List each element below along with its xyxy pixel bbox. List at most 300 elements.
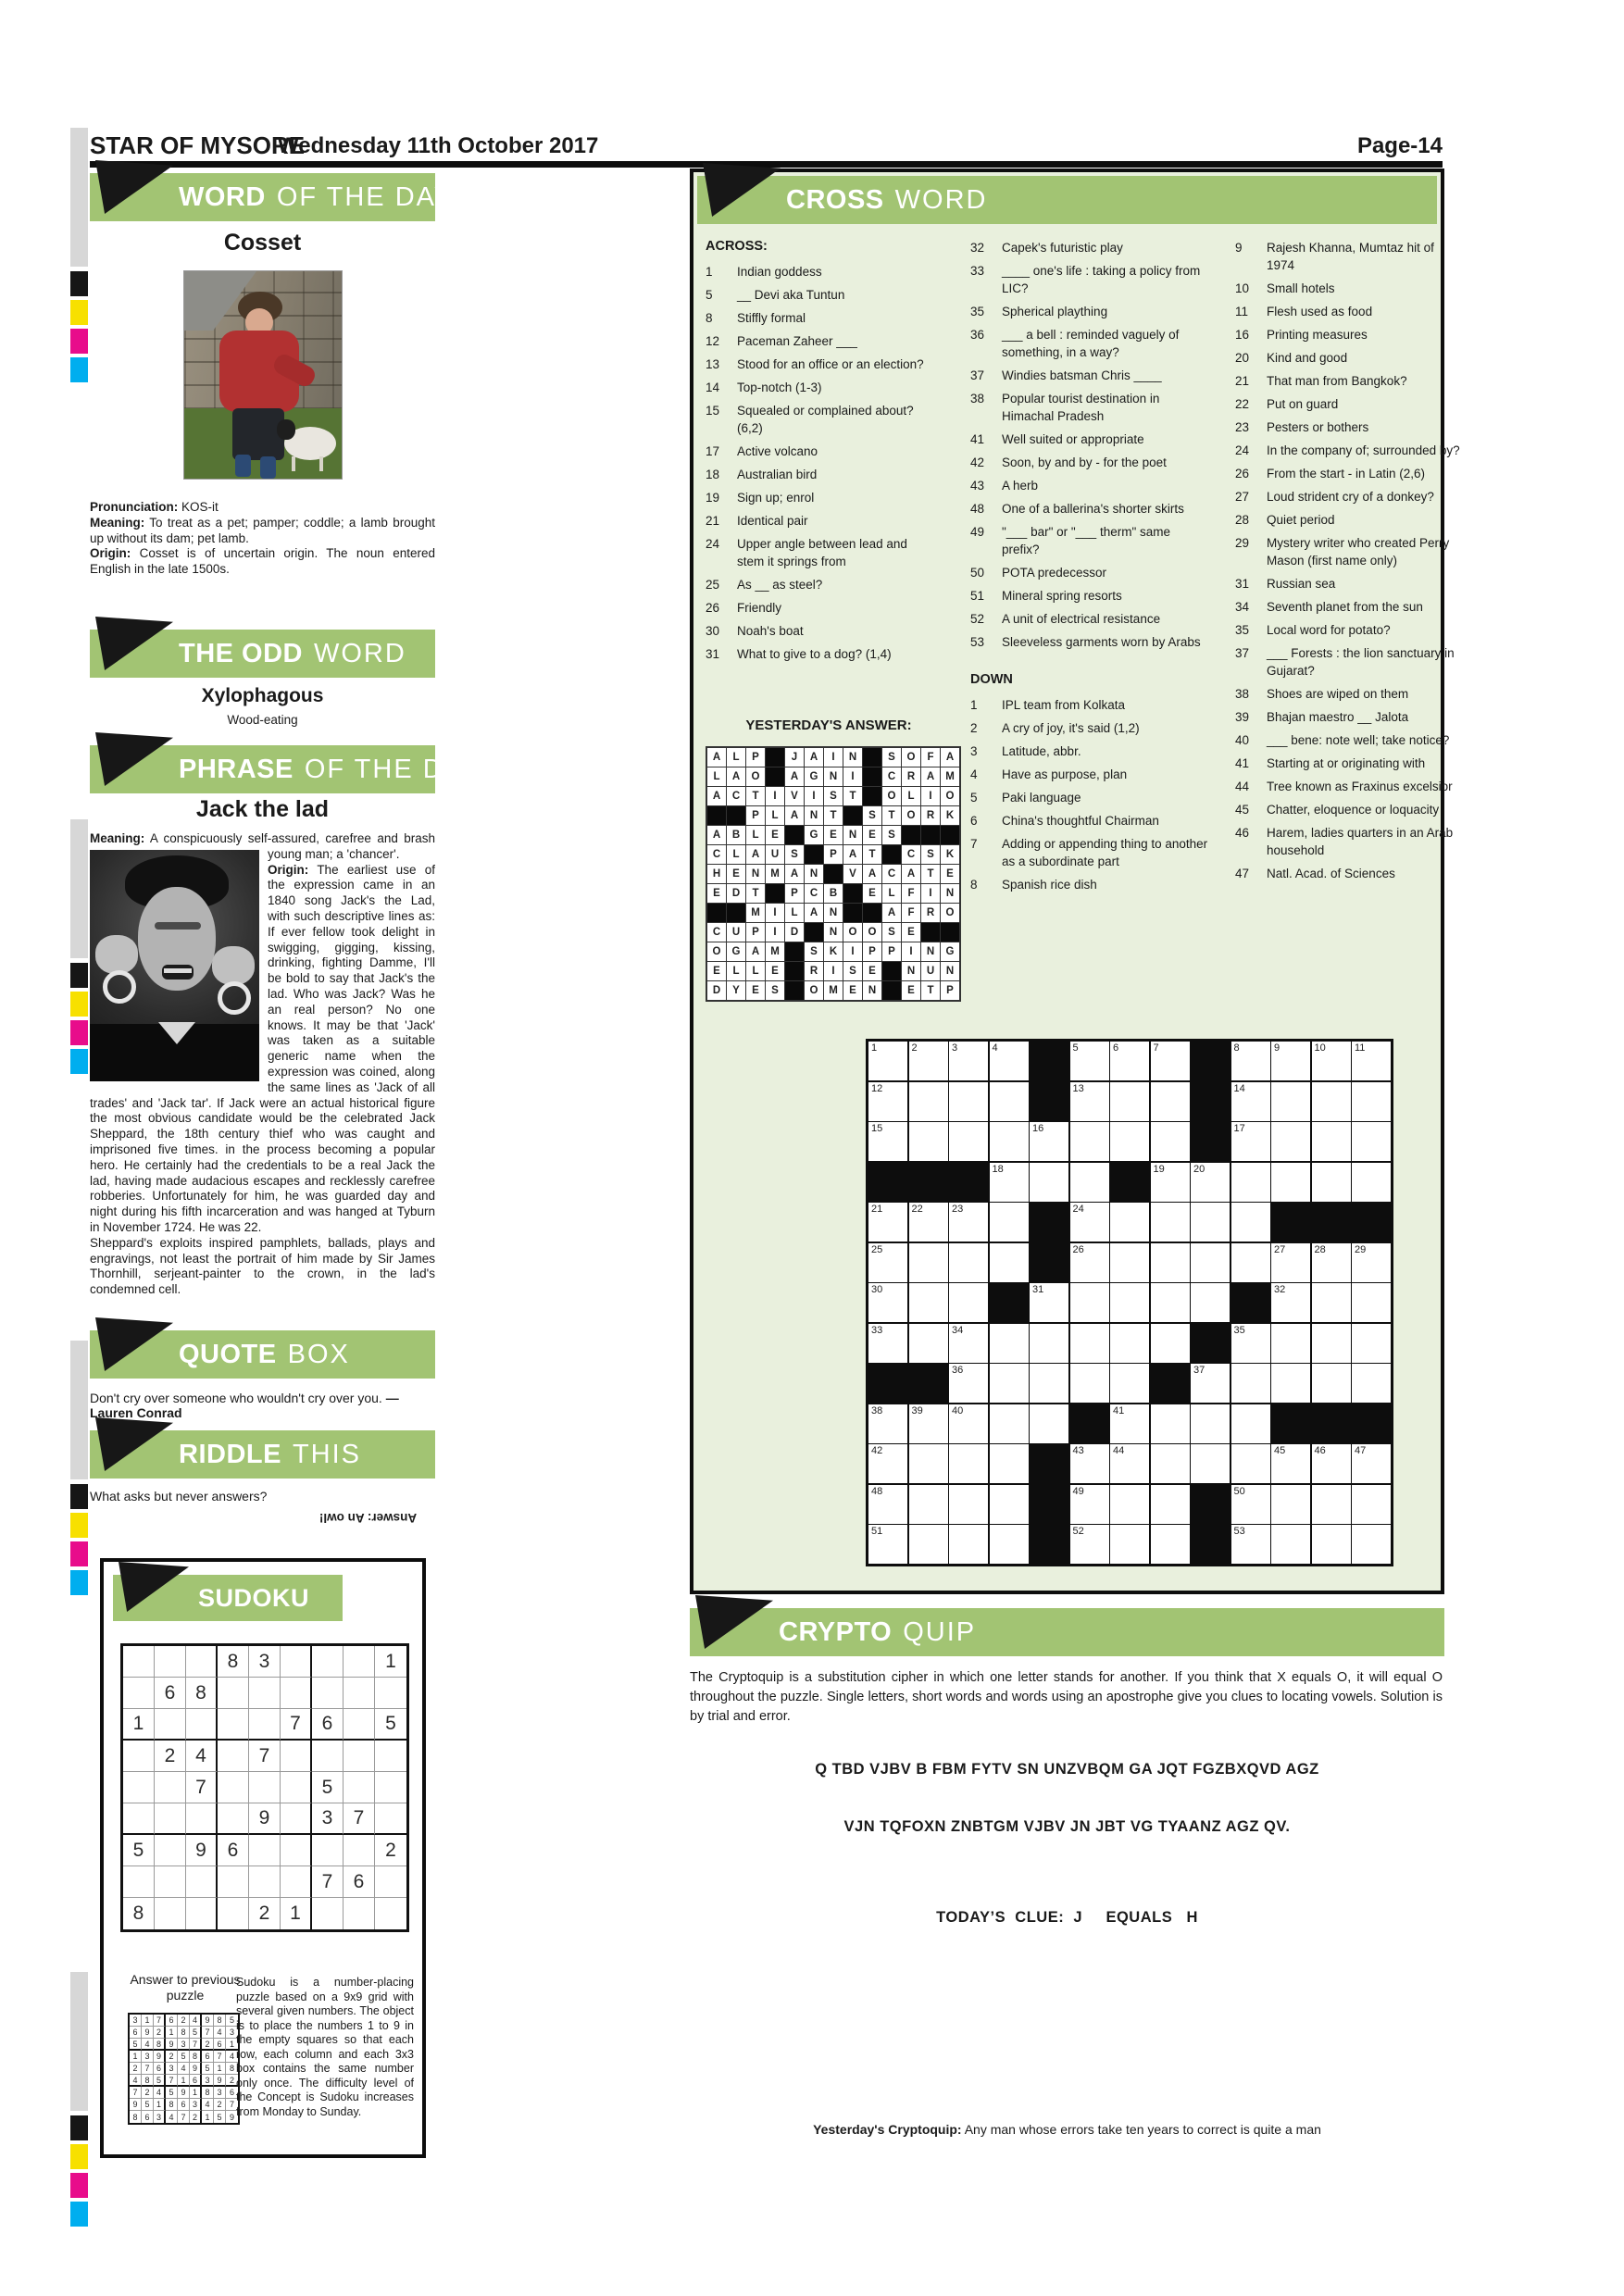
clue-number: 27 (1235, 490, 1250, 504)
answer-letter-cell: A (785, 865, 804, 883)
clue-number: 28 (1235, 513, 1250, 527)
crossword-black-cell (1030, 1485, 1068, 1524)
crossword-cell (1271, 1444, 1310, 1483)
sudoku-cell: 2 (130, 2063, 142, 2075)
clue-text: Put on guard (1267, 397, 1339, 411)
crossword-cell (949, 1203, 988, 1242)
crossword-cell (1151, 1404, 1190, 1443)
sudoku-cell: 5 (154, 2075, 166, 2087)
clue-text: That man from Bangkok? (1267, 374, 1407, 388)
handcuff-icon (218, 981, 251, 1015)
answer-letter-cell: N (863, 981, 881, 1000)
crossword-cell (1352, 1525, 1391, 1564)
sudoku-cell: 6 (190, 2075, 202, 2087)
answer-letter-cell: N (824, 923, 843, 942)
clue-text: In the company of; surrounded by? (1267, 443, 1460, 457)
origin-value: Cosset is of uncertain origin. The noun entered English in the late 1500s. (90, 546, 435, 577)
crossword-cell-number: 46 (1314, 1445, 1326, 1456)
crossword-cell (1110, 1364, 1149, 1403)
clue-number: 25 (706, 578, 720, 592)
clue-row (970, 303, 1209, 320)
down-clues-col1 (970, 696, 1209, 893)
answer-letter-cell: I (824, 748, 843, 767)
answer-black-cell (902, 826, 920, 844)
crossword-cell (1030, 1163, 1068, 1202)
answer-letter-cell: N (941, 962, 959, 980)
answer-letter-cell: E (863, 962, 881, 980)
sudoku-cell (281, 1803, 312, 1835)
meaning-label: Meaning: (90, 515, 145, 530)
sudoku-cell: 5 (130, 2039, 142, 2051)
crossword-cell (1151, 1163, 1190, 1202)
sudoku-cell (249, 1709, 281, 1741)
across-clues-col2 (970, 239, 1209, 651)
crossword-black-cell (1030, 1203, 1068, 1242)
crossword-cell-number: 29 (1355, 1243, 1367, 1255)
crossword-black-cell (868, 1163, 907, 1202)
crossword-cell (909, 1283, 948, 1322)
clue-number: 24 (706, 537, 720, 551)
quote-author: —Lauren Conrad (90, 1391, 399, 1420)
sudoku-cell (281, 1678, 312, 1709)
crossword-cell-number: 7 (1153, 1042, 1159, 1054)
answer-letter-cell: N (941, 884, 959, 903)
crossword-cell (1030, 1364, 1068, 1403)
crossword-cell (909, 1485, 948, 1524)
answer-letter-cell: G (941, 942, 959, 961)
clue-row (970, 564, 1209, 581)
reg-color-square (70, 2173, 88, 2198)
answer-letter-cell: P (863, 942, 881, 961)
answer-black-cell (863, 767, 881, 786)
clue-row (706, 489, 926, 506)
crossword-cell (1151, 1042, 1190, 1080)
clue-number: 45 (1235, 803, 1250, 817)
sudoku-cell: 1 (202, 2111, 214, 2123)
answer-letter-cell: N (921, 942, 940, 961)
clue-number: 5 (706, 288, 713, 302)
sudoku-cell (344, 1772, 375, 1803)
clue-number: 38 (970, 392, 985, 406)
answer-letter-cell: T (824, 806, 843, 825)
answer-letter-cell: L (707, 767, 726, 786)
crossword-cell-number: 24 (1072, 1204, 1084, 1215)
crossword-black-cell (1030, 1525, 1068, 1564)
sudoku-cell: 3 (214, 2087, 226, 2099)
answer-letter-cell: T (921, 981, 940, 1000)
answer-letter-cell: S (766, 981, 784, 1000)
crossword-cell (1231, 1364, 1270, 1403)
clue-text: Seventh planet from the sun (1267, 600, 1423, 614)
crossword-cell (1151, 1444, 1190, 1483)
crossword-cell (1191, 1163, 1230, 1202)
clue-number: 24 (1235, 443, 1250, 457)
phrase-text (90, 831, 435, 1298)
answer-letter-cell: I (805, 787, 823, 805)
sudoku-cell: 7 (281, 1709, 312, 1741)
odd-word-definition: Wood-eating (227, 713, 298, 727)
clue-number: 35 (970, 305, 985, 318)
clue-row (1235, 442, 1463, 459)
crossword-cell (1312, 1283, 1351, 1322)
clue-row (1235, 621, 1463, 639)
clue-row (1235, 280, 1463, 297)
reg-color-square (70, 2144, 88, 2169)
sudoku-cell (344, 1646, 375, 1678)
man-brow (155, 922, 201, 930)
sudoku-cell: 4 (166, 2111, 178, 2123)
crossword-cell (1231, 1404, 1270, 1443)
sudoku-cell (123, 1646, 155, 1678)
clue-row (706, 402, 926, 437)
quote-text (90, 1391, 435, 1420)
answer-letter-cell: U (766, 845, 784, 864)
crossword-cell (990, 1122, 1029, 1161)
sudoku-cell: 7 (130, 2087, 142, 2099)
crossword-cell-number: 1 (871, 1042, 878, 1054)
answer-letter-cell: O (902, 748, 920, 767)
answer-letter-cell: N (746, 865, 765, 883)
sudoku-cell: 8 (166, 2099, 178, 2111)
crossword-cell (1231, 1485, 1270, 1524)
crossword-cell (1110, 1082, 1149, 1121)
clue-text: Printing measures (1267, 328, 1368, 342)
crossword-cell (1312, 1163, 1351, 1202)
phrase-title: Jack the lad (195, 796, 330, 822)
sudoku-cell: 3 (190, 2099, 202, 2111)
answer-letter-cell: G (805, 826, 823, 844)
sudoku-cell (281, 1835, 312, 1866)
answer-letter-cell: E (863, 826, 881, 844)
answer-letter-cell: S (843, 962, 862, 980)
crossword-cell-number: 4 (992, 1042, 998, 1054)
clue-number: 4 (970, 767, 978, 781)
crossword-cell-number: 26 (1072, 1243, 1084, 1255)
answer-black-cell (785, 981, 804, 1000)
crossword-cell-number: 53 (1233, 1526, 1245, 1537)
sudoku-cell: 7 (312, 1866, 344, 1898)
sudoku-cell: 2 (190, 2111, 202, 2123)
sudoku-cell: 7 (226, 2099, 238, 2111)
crossword-cell (1352, 1082, 1391, 1121)
sudoku-box (100, 1558, 426, 2158)
crossword-cell-number: 18 (992, 1163, 1004, 1175)
crossword-cell (909, 1082, 948, 1121)
sudoku-cell: 9 (130, 2099, 142, 2111)
sudoku-cell: 2 (249, 1898, 281, 1929)
answer-letter-cell: A (941, 748, 959, 767)
crossword-cell (1070, 1243, 1109, 1282)
flag-icon (95, 1317, 173, 1371)
answer-letter-cell: P (824, 845, 843, 864)
sudoku-cell: 8 (178, 2027, 190, 2039)
crossword-cell (949, 1444, 988, 1483)
crossword-cell (1151, 1283, 1190, 1322)
sudoku-cell (218, 1772, 249, 1803)
clue-number: 10 (1235, 281, 1250, 295)
answer-letter-cell: S (824, 787, 843, 805)
crossword-black-cell (1231, 1283, 1270, 1322)
paper-date: Wednesday 11th October 2017 (278, 133, 599, 158)
answer-letter-cell: L (766, 806, 784, 825)
crossword-black-cell (1030, 1243, 1068, 1282)
phrase-origin-label: Origin: (268, 862, 309, 877)
sudoku-cell (312, 1835, 344, 1866)
sudoku-cell: 1 (166, 2027, 178, 2039)
clue-number: 34 (1235, 600, 1250, 614)
crossword-cell (1151, 1203, 1190, 1242)
clue-text: Quiet period (1267, 513, 1335, 527)
sudoku-cell (155, 1772, 186, 1803)
quote-body: Don't cry over someone who wouldn't cry over you. (90, 1391, 382, 1405)
answer-letter-cell: A (746, 845, 765, 864)
clue-row (970, 766, 1209, 783)
answer-letter-cell: L (746, 826, 765, 844)
clue-text: China's thoughtful Chairman (1002, 814, 1159, 828)
answer-letter-cell: M (766, 865, 784, 883)
answer-letter-cell: F (921, 748, 940, 767)
banner-word-bold: CROSS (786, 184, 884, 215)
crossword-cell (1231, 1042, 1270, 1080)
sudoku-cell: 7 (214, 2051, 226, 2063)
crossword-cell (1271, 1364, 1310, 1403)
crossword-black-cell (990, 1283, 1029, 1322)
reg-color-square (70, 2202, 88, 2227)
clue-text: Rajesh Khanna, Mumtaz hit of 1974 (1267, 241, 1434, 272)
answer-letter-cell: E (766, 962, 784, 980)
crossword-cell (909, 1444, 948, 1483)
crossword-cell (1312, 1364, 1351, 1403)
answer-letter-cell: I (824, 962, 843, 980)
answer-letter-cell: K (941, 845, 959, 864)
answer-letter-cell: A (805, 904, 823, 922)
sudoku-cell (312, 1898, 344, 1929)
crossword-cell-number: 9 (1274, 1042, 1280, 1054)
reg-color-square (70, 1513, 88, 1538)
crossword-cell (868, 1082, 907, 1121)
sudoku-cell (344, 1898, 375, 1929)
crossword-cell-number: 47 (1355, 1445, 1367, 1456)
clue-row (970, 367, 1209, 384)
sudoku-cell (155, 1803, 186, 1835)
answer-letter-cell: N (824, 904, 843, 922)
answer-black-cell (766, 748, 784, 767)
crossword-cell (1070, 1203, 1109, 1242)
clue-text: Tree known as Fraxinus excelsior (1267, 780, 1453, 793)
answer-letter-cell: L (727, 962, 745, 980)
sudoku-cell: 8 (226, 2063, 238, 2075)
sudoku-cell (155, 1835, 186, 1866)
crossword-cell-number: 10 (1314, 1042, 1326, 1054)
crossword-cell-number: 6 (1113, 1042, 1119, 1054)
answer-letter-cell: I (902, 942, 920, 961)
crossword-cell (1151, 1243, 1190, 1282)
sudoku-cell: 3 (226, 2027, 238, 2039)
crossword-cell (990, 1243, 1029, 1282)
answer-letter-cell: E (707, 884, 726, 903)
answer-black-cell (707, 806, 726, 825)
clue-text: Paceman Zaheer ___ (737, 334, 857, 348)
crossword-cell-number: 32 (1274, 1284, 1286, 1295)
clue-number: 13 (706, 357, 720, 371)
answer-letter-cell: S (921, 845, 940, 864)
sudoku-cell: 9 (202, 2015, 214, 2027)
crossword-cell (1231, 1203, 1270, 1242)
sudoku-cell: 3 (178, 2039, 190, 2051)
odd-word-word: Xylophagous (201, 685, 324, 706)
sudoku-cell: 7 (154, 2015, 166, 2027)
crossword-cell (909, 1324, 948, 1363)
crossword-black-cell (1312, 1203, 1351, 1242)
clue-text: POTA predecessor (1002, 566, 1107, 580)
crossword-cell-number: 11 (1355, 1042, 1366, 1054)
banner-word-light: WORD (314, 638, 406, 668)
answer-letter-cell: E (824, 826, 843, 844)
clue-text: ___ Forests : the lion sanctuary in Gujarat? (1267, 646, 1455, 678)
sudoku-cell: 4 (226, 2051, 238, 2063)
sudoku-cell: 5 (123, 1835, 155, 1866)
across-label: ACROSS: (706, 239, 768, 254)
answer-letter-cell: O (863, 923, 881, 942)
answer-letter-cell: V (843, 865, 862, 883)
crossword-cell-number: 37 (1193, 1365, 1206, 1376)
phrase-banner (90, 745, 482, 793)
clue-number: 14 (706, 381, 720, 394)
sudoku-cell (218, 1741, 249, 1772)
answer-letter-cell: A (727, 767, 745, 786)
clue-row (706, 309, 926, 327)
crossword-cell (1231, 1082, 1270, 1121)
clue-row (970, 477, 1209, 494)
crossword-cell (1271, 1042, 1310, 1080)
clue-number: 1 (706, 265, 713, 279)
sudoku-cell (281, 1772, 312, 1803)
answer-letter-cell: T (843, 787, 862, 805)
answer-letter-cell: A (707, 787, 726, 805)
clue-row (1235, 708, 1463, 726)
crossword-cell-number: 22 (911, 1204, 923, 1215)
crossword-cell (1231, 1122, 1270, 1161)
crossword-cell-number: 30 (871, 1284, 883, 1295)
crossword-cell (1110, 1042, 1149, 1080)
answer-letter-cell: K (941, 806, 959, 825)
clue-number: 5 (970, 791, 978, 805)
answer-letter-cell: A (863, 865, 881, 883)
crossword-cell-number: 45 (1274, 1445, 1286, 1456)
reg-color-square (70, 300, 88, 325)
crossword-grid (866, 1039, 1393, 1566)
sudoku-cell: 9 (249, 1803, 281, 1835)
sudoku-cell: 2 (202, 2039, 214, 2051)
crossword-cell (1030, 1324, 1068, 1363)
clue-number: 22 (1235, 397, 1250, 411)
crossword-cell (1070, 1283, 1109, 1322)
crossword-cell-number: 33 (871, 1324, 883, 1336)
sudoku-cell: 1 (178, 2075, 190, 2087)
handcuff-icon (103, 970, 136, 1004)
answer-letter-cell: A (902, 865, 920, 883)
crossword-cell (1110, 1203, 1149, 1242)
answer-letter-cell: E (727, 865, 745, 883)
crossword-cell (909, 1404, 948, 1443)
clue-text: One of a ballerina's shorter skirts (1002, 502, 1184, 516)
clue-row (706, 286, 926, 304)
crossword-cell (990, 1485, 1029, 1524)
answer-letter-cell: P (746, 806, 765, 825)
answer-letter-cell: D (727, 884, 745, 903)
answer-letter-cell: M (746, 904, 765, 922)
clue-number: 48 (970, 502, 985, 516)
crossword-cell (1070, 1364, 1109, 1403)
clue-number: 36 (970, 328, 985, 342)
sudoku-cell: 3 (154, 2111, 166, 2123)
crossword-cell (1352, 1283, 1391, 1322)
clue-number: 3 (970, 744, 978, 758)
crossword-cell-number: 48 (871, 1485, 883, 1497)
yesterday-cryptoquip (690, 2122, 1444, 2137)
sudoku-cell: 3 (130, 2015, 142, 2027)
reg-color-square (70, 1570, 88, 1595)
sudoku-cell: 4 (202, 2099, 214, 2111)
cryptoquip-banner (690, 1608, 1444, 1656)
crossword-cell (1191, 1243, 1230, 1282)
clue-row (1235, 465, 1463, 482)
crossword-black-cell (1191, 1324, 1230, 1363)
clue-number: 43 (970, 479, 985, 493)
riddle-banner (90, 1430, 435, 1479)
crossword-cell-number: 50 (1233, 1485, 1245, 1497)
sudoku-cell (312, 1741, 344, 1772)
sudoku-cell: 6 (202, 2051, 214, 2063)
sudoku-cell (344, 1835, 375, 1866)
clue-number: 47 (1235, 867, 1250, 880)
answer-letter-cell: V (785, 787, 804, 805)
clue-text: Stood for an office or an election? (737, 357, 924, 371)
man-collar (158, 1022, 195, 1044)
answer-black-cell (785, 942, 804, 961)
clue-text: Loud strident cry of a donkey? (1267, 490, 1434, 504)
boy-boot (235, 455, 251, 477)
answer-letter-cell: P (941, 981, 959, 1000)
answer-letter-cell: I (921, 787, 940, 805)
crossword-cell (1070, 1163, 1109, 1202)
crossword-cell (1151, 1082, 1190, 1121)
sudoku-cell: 6 (142, 2111, 154, 2123)
answer-letter-cell: N (843, 748, 862, 767)
answer-letter-cell: O (805, 981, 823, 1000)
crossword-cell (1271, 1324, 1310, 1363)
origin-label: Origin: (90, 546, 131, 561)
answer-letter-cell: U (921, 962, 940, 980)
sudoku-cell: 5 (190, 2027, 202, 2039)
crossword-cell-number: 21 (871, 1204, 883, 1215)
paper-title: STAR OF MYSORE (90, 131, 306, 159)
clue-number: 6 (970, 814, 978, 828)
crossword-cell (1231, 1243, 1270, 1282)
answer-letter-cell: T (921, 865, 940, 883)
crossword-cell (1312, 1243, 1351, 1282)
word-of-day-banner (90, 173, 455, 221)
crossword-cell (1070, 1042, 1109, 1080)
sudoku-cell (218, 1866, 249, 1898)
sudoku-cell: 5 (214, 2111, 226, 2123)
clue-text: Latitude, abbr. (1002, 744, 1081, 758)
crossword-cell (1312, 1122, 1351, 1161)
crossword-cell (868, 1203, 907, 1242)
pronunciation-value: KOS-it (181, 500, 219, 514)
answer-letter-cell: B (824, 884, 843, 903)
crossword-cell (1352, 1243, 1391, 1282)
